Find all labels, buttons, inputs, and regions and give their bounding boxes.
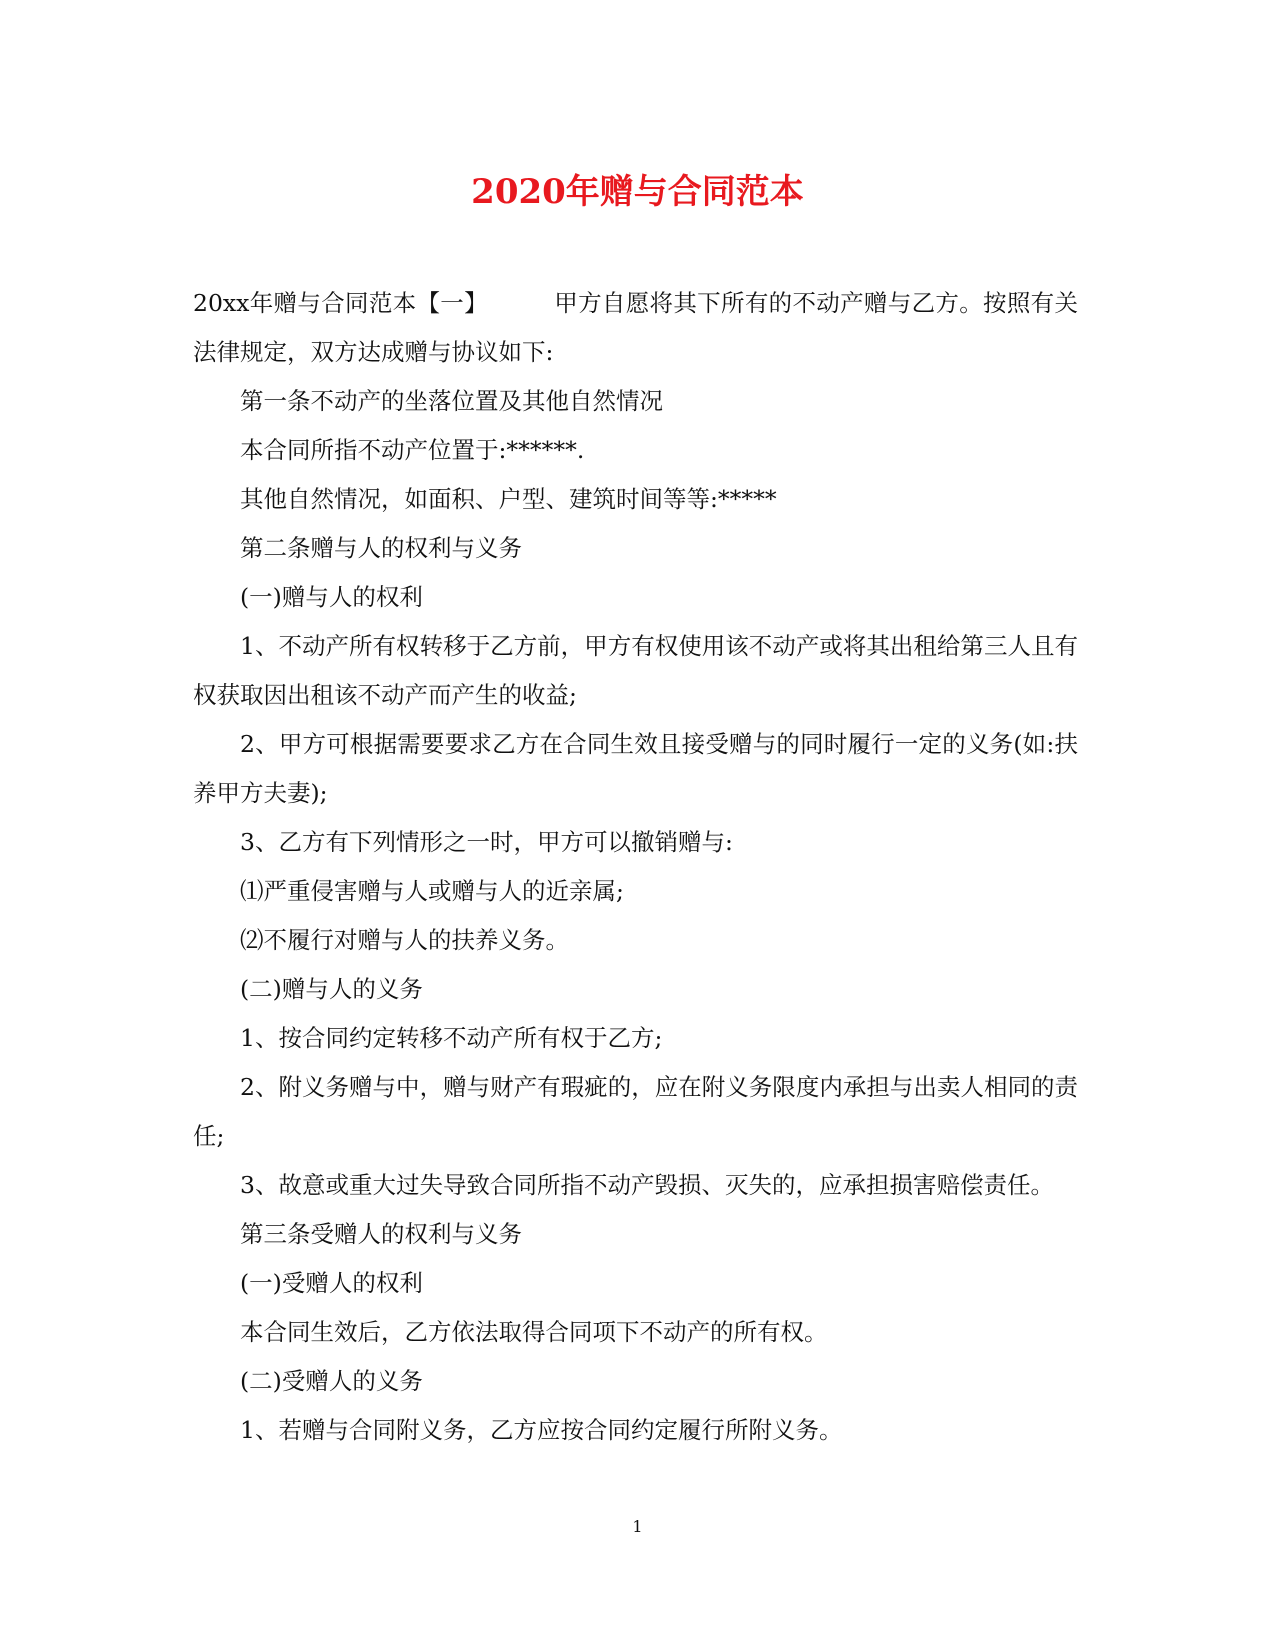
donee-rights-heading: (一)受赠人的权利 bbox=[240, 1269, 423, 1297]
donor-obligations-heading: (二)赠与人的义务 bbox=[240, 975, 423, 1003]
article-two-heading: 第二条赠与人的权利与义务 bbox=[240, 534, 522, 562]
donor-right-1: 1、不动产所有权转移于乙方前，甲方有权使用该不动产或将其出租给第三人且有权获取因出租该不动产而产生的收益; bbox=[193, 632, 1078, 709]
donee-obligations-heading: (二)受赠人的义务 bbox=[240, 1367, 423, 1395]
document-body bbox=[193, 279, 1078, 1455]
revocation-case-2: ⑵不履行对赠与人的扶养义务。 bbox=[240, 926, 569, 954]
property-location: 本合同所指不动产位置于:******. bbox=[240, 436, 585, 464]
revocation-case-1: ⑴严重侵害赠与人或赠与人的近亲属; bbox=[240, 877, 624, 905]
donor-right-2: 2、甲方可根据需要要求乙方在合同生效且接受赠与的同时履行一定的义务(如:扶养甲方夫妻); bbox=[193, 730, 1078, 807]
donee-obligation-1: 1、若赠与合同附义务，乙方应按合同约定履行所附义务。 bbox=[240, 1416, 843, 1444]
donor-obligation-3: 3、故意或重大过失导致合同所指不动产毁损、灭失的，应承担损害赔偿责任。 bbox=[240, 1171, 1054, 1199]
intro-heading: 20xx年赠与合同范本【一】 bbox=[193, 289, 488, 317]
document-title: 2020年赠与合同范本 bbox=[471, 172, 804, 212]
intro-text: 甲方自愿将其下所有的不动产赠与乙方。按照有关法律规定，双方达成赠与协议如下: bbox=[193, 289, 1078, 366]
donee-right-1: 本合同生效后，乙方依法取得合同项下不动产的所有权。 bbox=[240, 1318, 828, 1346]
intro-paragraph bbox=[193, 279, 1078, 377]
donor-rights-heading: (一)赠与人的权利 bbox=[240, 583, 423, 611]
property-details: 其他自然情况，如面积、户型、建筑时间等等:***** bbox=[240, 485, 777, 513]
article-three-heading: 第三条受赠人的权利与义务 bbox=[240, 1220, 522, 1248]
page-number: 1 bbox=[632, 1517, 643, 1536]
article-one-heading: 第一条不动产的坐落位置及其他自然情况 bbox=[240, 387, 663, 415]
donor-right-3: 3、乙方有下列情形之一时，甲方可以撤销赠与: bbox=[240, 828, 733, 856]
donor-obligation-2: 2、附义务赠与中，赠与财产有瑕疵的，应在附义务限度内承担与出卖人相同的责任; bbox=[193, 1073, 1078, 1150]
donor-obligation-1: 1、按合同约定转移不动产所有权于乙方; bbox=[240, 1024, 663, 1052]
